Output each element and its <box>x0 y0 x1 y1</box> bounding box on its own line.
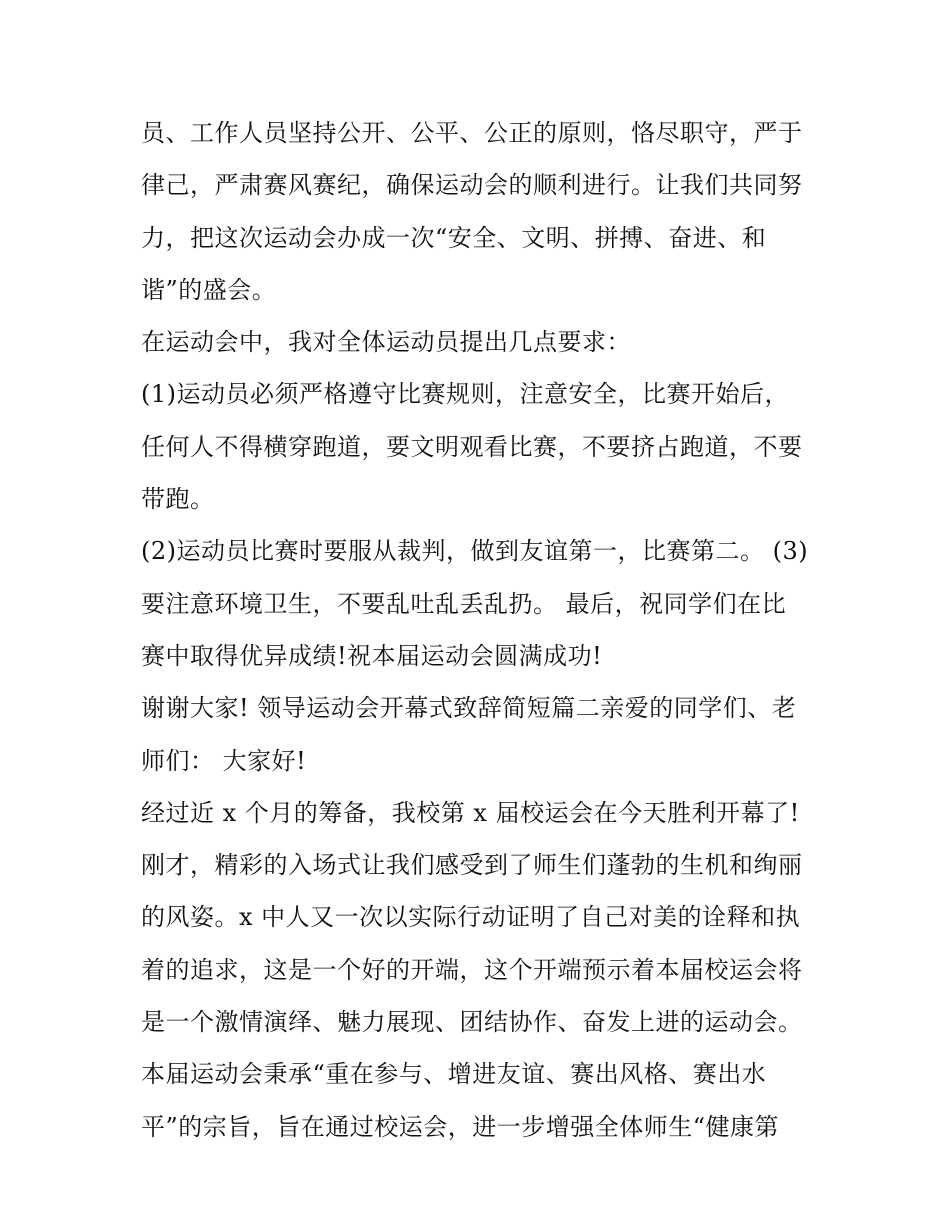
text-line: 带跑。 <box>141 485 215 514</box>
document-body <box>141 107 821 1153</box>
text-line: 谢谢大家! 领导运动会开幕式致辞简短篇二亲爱的同学们、老 <box>141 694 797 723</box>
text-line: 谐”的盛会。 <box>141 275 277 304</box>
text-line: 律己，严肃赛风赛纪，确保运动会的顺利进行。让我们共同努 <box>141 171 803 200</box>
text-line: 着的追求，这是一个好的开端，这个开端预示着本届校运会将 <box>141 955 803 984</box>
text-line: 师们： 大家好! <box>141 746 307 775</box>
text-line: 赛中取得优异成绩!祝本届运动会圆满成功! <box>141 641 603 670</box>
text-line: 力，把这次运动会办成一次“安全、文明、拼搏、奋进、和 <box>141 223 767 252</box>
text-line: 是一个激情演绎、魅力展现、团结协作、奋发上进的运动会。 <box>141 1008 803 1037</box>
text-line: 的风姿。x 中人又一次以实际行动证明了自己对美的诠释和执 <box>141 903 801 932</box>
text-line: 本届运动会秉承“重在参与、增进友谊、赛出风格、赛出水 <box>141 1060 767 1089</box>
text-line: 在运动会中，我对全体运动员提出几点要求： <box>141 328 631 357</box>
text-line: 员、工作人员坚持公开、公平、公正的原则，恪尽职守，严于 <box>141 119 803 147</box>
text-line: 要注意环境卫生，不要乱吐乱丢乱扔。 最后，祝同学们在比 <box>141 589 787 618</box>
text-line: 任何人不得横穿跑道，要文明观看比赛，不要挤占跑道，不要 <box>141 432 803 461</box>
text-line: 刚才，精彩的入场式让我们感受到了师生们蓬勃的生机和绚丽 <box>141 851 803 880</box>
text-line: (2)运动员比赛时要服从裁判，做到友谊第一，比赛第二。 (3) <box>141 537 809 566</box>
text-line: 平”的宗旨，旨在通过校运会，进一步增强全体师生“健康第 <box>141 1112 780 1141</box>
text-line: (1)运动员必须严格遵守比赛规则，注意安全，比赛开始后， <box>141 380 789 409</box>
text-line: 经过近 x 个月的筹备，我校第 x 届校运会在今天胜利开幕了! <box>141 798 800 827</box>
